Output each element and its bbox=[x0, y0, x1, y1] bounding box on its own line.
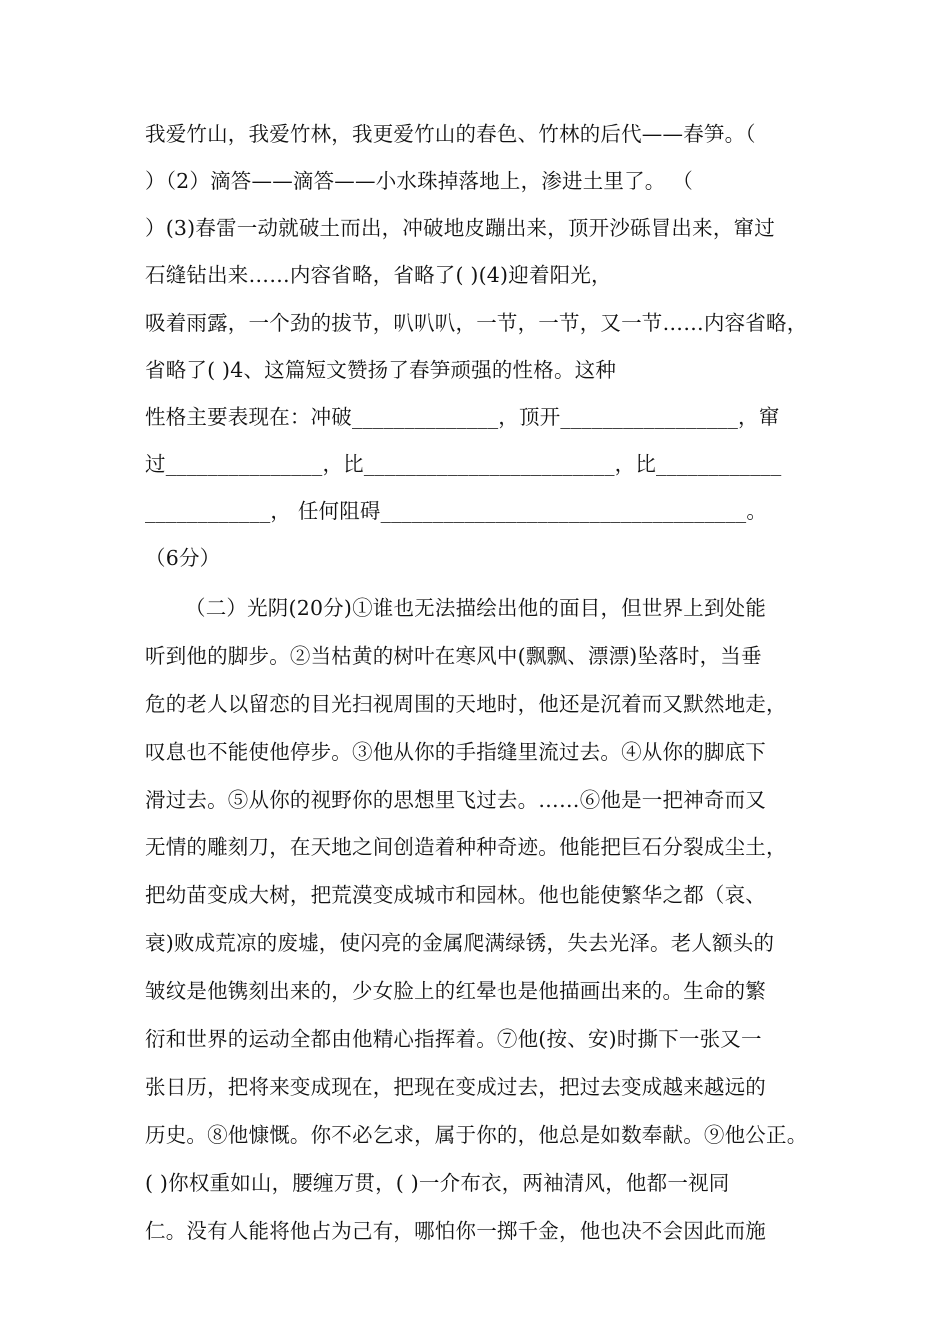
text-line: 省略了( )4、这篇短文赞扬了春笋顽强的性格。这种 bbox=[145, 358, 617, 382]
text-line: 无情的雕刻刀，在天地之间创造着种种奇迹。他能把巨石分裂成尘土， bbox=[145, 835, 787, 859]
text-line: ）（2）滴答——滴答——小水珠掉落地上，渗进土里了。 （ bbox=[145, 169, 693, 193]
text-line: 滑过去。⑤从你的视野你的思想里飞过去。……⑥他是一把神奇而又 bbox=[145, 788, 766, 812]
text-line: 张日历，把将来变成现在，把现在变成过去，把过去变成越来越远的 bbox=[145, 1075, 766, 1099]
text-line: 危的老人以留恋的目光扫视周围的天地时，他还是沉着而又默然地走， bbox=[145, 692, 787, 716]
text-line: 吸着雨露，一个劲的拔节，叭叭叭，一节，一节，又一节……内容省略， bbox=[145, 311, 808, 335]
text-line: 历史。⑧他慷慨。你不必乞求，属于你的，他总是如数奉献。⑨他公正。 bbox=[145, 1123, 808, 1147]
text-line: 石缝钻出来……内容省略，省略了( )(4)迎着阳光， bbox=[145, 263, 612, 287]
text-line: 衍和世界的运动全都由他精心指挥着。⑦他(按、安)时撕下一张又一 bbox=[145, 1027, 762, 1051]
text-line: 衰)败成荒凉的废墟，使闪亮的金属爬满绿锈，失去光泽。老人额头的 bbox=[145, 931, 775, 955]
text-line: 性格主要表现在：冲破______________，顶开_________________，窜 bbox=[145, 405, 780, 429]
text-line: 叹息也不能使他停步。③他从你的手指缝里流过去。④从你的脚底下 bbox=[145, 740, 766, 764]
text-line: 我爱竹山，我爱竹林，我更爱竹山的春色、竹林的后代——春笋。（ bbox=[145, 122, 756, 146]
text-line: 把幼苗变成大树，把荒漠变成城市和园林。他也能使繁华之都（哀、 bbox=[145, 883, 766, 907]
text-line: ____________， 任何阻碍___________________________________。 bbox=[145, 499, 768, 523]
text-line: ）(3)春雷一动就破土而出，冲破地皮蹦出来，顶开沙砾冒出来，窜过 bbox=[145, 216, 775, 240]
score-note: （6分） bbox=[145, 546, 221, 570]
text-line: ( )你权重如山，腰缠万贯，( )一介布衣，两袖清风，他都一视同 bbox=[145, 1171, 730, 1195]
text-line: 仁。没有人能将他占为己有，哪怕你一掷千金，他也决不会因此而施 bbox=[145, 1219, 766, 1243]
text-line: 听到他的脚步。②当枯黄的树叶在寒风中(飘飘、漂漂)坠落时，当垂 bbox=[145, 644, 762, 668]
section-title-line: （二）光阴(20分)①谁也无法描绘出他的面目，但世界上到处能 bbox=[185, 596, 767, 620]
text-line: 过_______________，比________________________，比____________ bbox=[145, 452, 782, 476]
text-line: 皱纹是他镌刻出来的，少女脸上的红晕也是他描画出来的。生命的繁 bbox=[145, 979, 766, 1003]
